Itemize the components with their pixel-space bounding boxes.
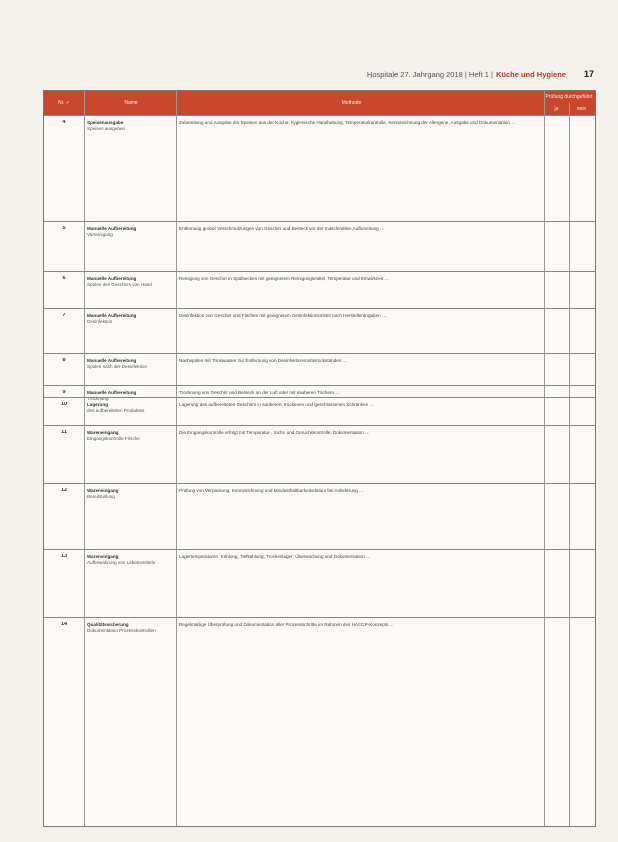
table-row bbox=[44, 397, 595, 426]
check-yes[interactable] bbox=[544, 272, 569, 309]
row-number: 9 bbox=[62, 390, 66, 395]
header-nr: Nr. ✓ bbox=[58, 100, 70, 106]
row-description: Prüfung von Verpackung, Kennzeichnung und Mindesthaltbarkeitsdatum bei Anlieferung … bbox=[179, 488, 364, 493]
check-yes[interactable] bbox=[544, 222, 569, 272]
check-no[interactable] bbox=[569, 222, 594, 272]
check-yes[interactable] bbox=[544, 618, 569, 712]
row-number: 4 bbox=[62, 120, 66, 125]
check-no[interactable] bbox=[569, 116, 594, 222]
row-name bbox=[87, 120, 175, 131]
row-name bbox=[87, 488, 175, 499]
check-no[interactable] bbox=[569, 309, 594, 354]
row-subtitle: des aufbereiteten Produktes bbox=[87, 407, 145, 413]
table-row bbox=[44, 425, 595, 484]
row-subtitle: Dokumentation Prozesskontrollen bbox=[87, 627, 156, 633]
row-name bbox=[87, 226, 175, 237]
row-number: 13 bbox=[60, 554, 68, 559]
header-ja: ja bbox=[554, 106, 559, 112]
table-header bbox=[44, 91, 595, 115]
row-number: 7 bbox=[62, 313, 66, 318]
check-yes[interactable] bbox=[544, 426, 569, 484]
row-title: Manuelle Aufbereitung bbox=[87, 226, 137, 231]
row-number: 10 bbox=[60, 402, 68, 407]
page-number: 17 bbox=[583, 69, 594, 79]
row-subtitle: Trocknung bbox=[87, 395, 109, 401]
row-subtitle: Bereitstellung bbox=[87, 493, 115, 499]
journal-info: Hospitale 27. Jahrgang 2018 | Heft 1 | bbox=[366, 69, 493, 79]
row-subtitle: Aufbewahrung von Lebensmitteln bbox=[87, 559, 156, 565]
row-title: Manuelle Aufbereitung bbox=[87, 390, 137, 395]
row-number: 14 bbox=[60, 622, 68, 627]
table-row bbox=[44, 271, 595, 309]
check-no[interactable] bbox=[569, 354, 594, 386]
table-row bbox=[44, 221, 595, 272]
row-subtitle: Eingangskontrolle Frische bbox=[87, 435, 140, 441]
check-no[interactable] bbox=[569, 426, 594, 484]
row-number: 12 bbox=[60, 488, 68, 493]
header-nein: nein bbox=[576, 106, 587, 112]
row-name bbox=[87, 554, 175, 565]
row-title: Wareneingang bbox=[87, 430, 119, 435]
row-description: Reinigung von Geschirr in Spülbecken mit geeignetem Reinigungsmittel, Temperatur und Einwirkzeit … bbox=[179, 276, 389, 281]
table-row bbox=[44, 115, 595, 222]
row-name bbox=[87, 402, 175, 413]
row-name bbox=[87, 313, 175, 324]
row-subtitle: Speisen ausgeben bbox=[87, 125, 126, 131]
row-title: Qualitätssicherung bbox=[87, 622, 129, 627]
table-row bbox=[44, 483, 595, 550]
row-name bbox=[87, 276, 175, 287]
check-no[interactable] bbox=[569, 550, 594, 618]
row-name bbox=[87, 358, 175, 369]
check-yes[interactable] bbox=[544, 309, 569, 354]
row-title: Wareneingang bbox=[87, 554, 119, 559]
row-description: Lagertemperaturen: Kühlung, Tiefkühlung, Trockenlager; Überwachung und Dokumentation … bbox=[179, 554, 371, 559]
row-subtitle: Vorreinigung bbox=[87, 231, 113, 237]
table-row bbox=[44, 549, 595, 618]
checklist-table bbox=[43, 90, 596, 827]
header-name: Name bbox=[124, 100, 138, 106]
table-row bbox=[44, 353, 595, 386]
row-number: 6 bbox=[62, 276, 66, 281]
row-number: 11 bbox=[61, 430, 67, 435]
row-description: Trocknung von Geschirr und Besteck an der Luft oder mit sauberen Tüchern … bbox=[179, 390, 340, 395]
row-title: Lagerung bbox=[87, 402, 108, 407]
row-description: Nachspülen mit Trinkwasser zur Entfernung von Desinfektionsmittelrückständen … bbox=[179, 358, 348, 363]
row-title: Manuelle Aufbereitung bbox=[87, 276, 137, 281]
row-description: Entfernung grober Verschmutzungen von Geschirr und Besteck vor der maschinellen Aufbereitung … bbox=[179, 226, 385, 231]
check-yes[interactable] bbox=[544, 484, 569, 550]
check-yes[interactable] bbox=[544, 116, 569, 222]
row-description: Lagerung des aufbereiteten Geschirrs in sauberen, trockenen und geschlossenen Schränken … bbox=[179, 402, 375, 407]
check-no[interactable] bbox=[569, 484, 594, 550]
row-name bbox=[87, 430, 175, 441]
row-title: Manuelle Aufbereitung bbox=[87, 358, 137, 363]
check-yes[interactable] bbox=[544, 550, 569, 618]
row-name bbox=[87, 622, 175, 633]
table-row bbox=[44, 308, 595, 354]
check-no[interactable] bbox=[569, 272, 594, 309]
check-no[interactable] bbox=[569, 618, 594, 712]
header-desc: Methode bbox=[341, 100, 362, 106]
row-number: 5 bbox=[62, 226, 66, 231]
row-description: Zubereitung und Ausgabe der Speisen aus der Küche; hygienische Handhabung, Temperaturkontrolle, Kennzeichnung der Allergene, Ausgabe und Dokumentation … bbox=[179, 120, 516, 125]
row-description: Regelmäßige Überprüfung und Dokumentation aller Prozessschritte im Rahmen des HACCP-Konzepts … bbox=[179, 622, 395, 627]
row-title: Manuelle Aufbereitung bbox=[87, 313, 137, 318]
row-number: 8 bbox=[62, 358, 66, 363]
section-title: Küche und Hygiene bbox=[495, 69, 566, 79]
row-subtitle: Spülen des Geschirrs von Hand bbox=[87, 281, 152, 287]
check-yes[interactable] bbox=[544, 398, 569, 426]
header-check: Prüfung durchgeführt bbox=[545, 94, 593, 100]
row-title: Wareneingang bbox=[87, 488, 119, 493]
row-subtitle: Spülen nach der Desinfektion bbox=[87, 363, 148, 369]
row-subtitle: Desinfektion bbox=[87, 318, 113, 324]
row-description: Desinfektion von Geschirr und Flächen mit geeignetem Desinfektionsmittel nach Herstellerangaben … bbox=[179, 313, 387, 318]
table-row bbox=[44, 617, 595, 712]
page-header bbox=[300, 67, 594, 81]
check-no[interactable] bbox=[569, 398, 594, 426]
row-description: Die Eingangskontrolle erfolgt mit Temperatur-, Sicht- und Geruchskontrolle; Dokumentation … bbox=[179, 430, 370, 435]
check-yes[interactable] bbox=[544, 354, 569, 386]
row-title: Speisenausgabe bbox=[87, 120, 124, 125]
